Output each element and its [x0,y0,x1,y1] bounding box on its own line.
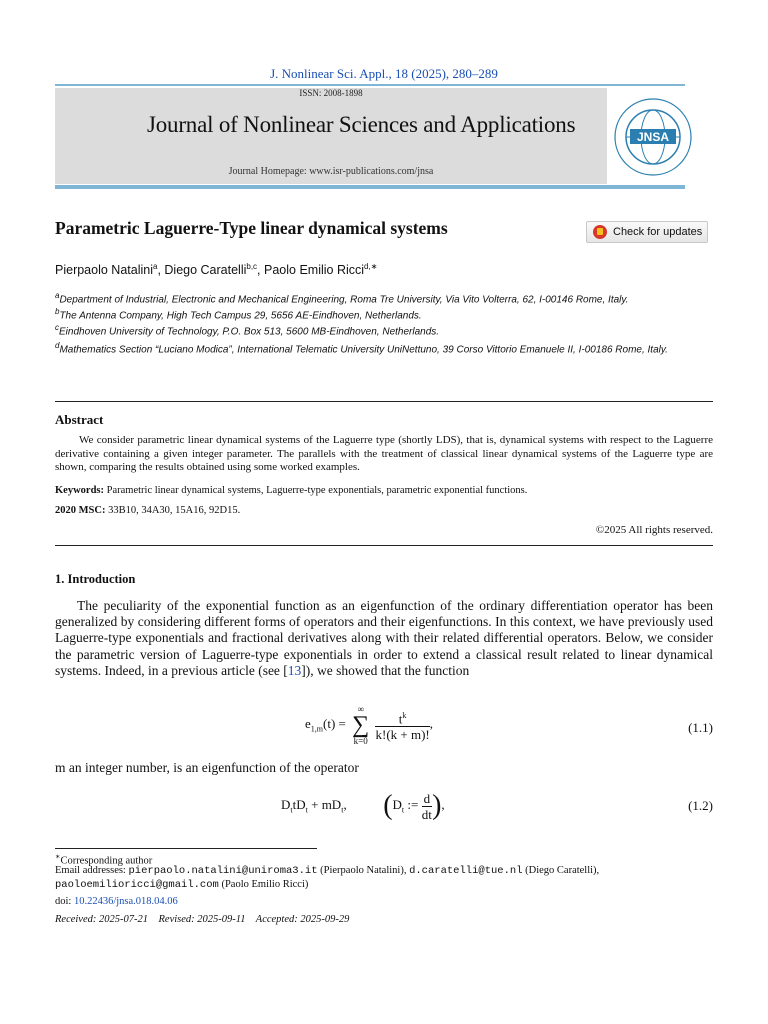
affiliation: $^a$Department of Industrial, Electronic and Mechanical Engineering, Roma Tre University, Via Vito Volterra, 62, I-00146 Rome, Italy. [55,291,629,306]
author-name: Diego Caratelli [164,263,247,278]
copyright: ©2025 All rights reserved. [595,524,713,536]
doi-link[interactable]: 10.22436/jnsa.018.04.06 [73,896,178,907]
abstract-heading: Abstract [55,412,104,427]
affiliation: $^b$The Antenna Company, High Tech Campus 29, 5656 AE-Eindhoven, Netherlands. [55,307,422,322]
doi: doi: 10.22436/jnsa.018.04.06 [55,896,178,907]
jnsa-logo-text: JNSA [636,130,670,144]
text-line: m an integer number, is an eigenfunction of the operator [55,760,359,775]
author-sup: b,c [246,262,258,271]
check-for-updates-button[interactable] [586,221,708,243]
affiliation: $^c$Eindhoven University of Technology, P.O. Box 513, 5600 MB-Eindhoven, Netherlands. [55,323,440,338]
footnote-rule [55,848,317,849]
paper-title: Parametric Laguerre-Type linear dynamical systems [55,218,448,238]
affiliation: $^d$Mathematics Section “Luciano Modica”, International Telematic University UniNettuno, 39 Corso Vittorio Emanuele II, I-00186 Rome, Italy. [55,341,668,356]
abstract-rule-bottom [55,545,713,546]
summation: ∞ ∑ k=0 [352,704,370,746]
author-name: Paolo Emilio Ricci [264,263,365,278]
journal-title: Journal of Nonlinear Sciences and Applications [147,112,576,137]
section-heading: 1. Introduction [55,572,136,586]
fraction: $\frac{t^k}{k!(k + m)!}$ [375,708,429,742]
author-sup: d,∗ [364,262,378,271]
article-dates: Received: 2025-07-21 Revised: 2025-09-11 Accepted: 2025-09-29 [55,914,350,925]
author-name: Pierpaolo Natalini [55,263,153,278]
journal-header-band [55,88,607,184]
header-rule-bottom [55,185,685,189]
author-sup: a [152,262,158,271]
keywords: Keywords: Parametric linear dynamical systems, Laguerre-type exponentials, parametric exponential functions. [55,485,528,496]
email-link[interactable]: paoloemilioricci@gmail.com [55,879,219,891]
check-for-updates-label: Check for updates [613,226,703,238]
msc-codes: 2020 MSC: 33B10, 34A30, 15A16, 92D15. [55,505,241,516]
abstract-rule-top [55,401,713,402]
jnsa-logo [612,96,694,178]
author-list: Pierpaolo Natalini$^a$, Diego Caratelli$^{b,c}$, Paolo Emilio Ricci$^{d,∗}$ [55,262,378,278]
equation-number: (1.1) [688,720,713,735]
intro-paragraph: The peculiarity of the exponential function as an eigenfunction of the ordinary differentiation operator has been generalized by considering different forms of operators and their eigenfunctions. In this context, we have previously used Laguerre-type exponentials and fractional derivatives along with their related differential operators. Below, we consider the parametric version of Laguerre-type exponentials in order to extend a classical result related to linear dynamical systems. Indeed, in a previous article (see [13]), we showed that the function [55,598,713,678]
issn: ISSN: 2008-1898 [299,88,363,98]
equation-number: (1.2) [688,798,713,813]
corresponding-author-note: ∗Corresponding author [55,852,153,867]
journal-citation[interactable]: J. Nonlinear Sci. Appl., 18 (2025), 280–289 [270,66,498,81]
equation-1-1: $e_{1,m}(t)$ = ∞ ∑ k=0 $\frac{t^k}{k!(k + m)!}$ , [305,704,433,746]
fraction: $\frac{d}{dt}$ [421,790,432,822]
bookmark-icon [593,225,607,239]
email-link[interactable]: d.caratelli@tue.nl [409,865,523,877]
abstract-text: We consider parametric linear dynamical systems of the Laguerre type (shortly LDS), that is, dynamical systems with respect to the Laguerre derivative containing a given integer parameter. The parallels with the treatment of classical linear dynamical systems of the Laguerre type are shown, comparing the results obtained using some worked examples. [55,434,713,473]
email-addresses: Email addresses: pierpaolo.natalini@uniroma3.it (Pierpaolo Natalini), d.caratelli@tue.nl (Diego Caratelli), paoloemilioricci@gmail.com (Paolo Emilio Ricci) [55,865,600,891]
email-link[interactable]: pierpaolo.natalini@uniroma3.it [128,865,318,877]
equation-1-2: $D_ttD_t + mD_t$, ($D_t$ := $\frac{d}{dt}$ ), [281,790,445,822]
reference-link[interactable]: 13 [287,662,302,678]
journal-homepage[interactable]: Journal Homepage: www.isr-publications.com/jnsa [228,166,434,177]
header-rule-top [55,84,685,86]
